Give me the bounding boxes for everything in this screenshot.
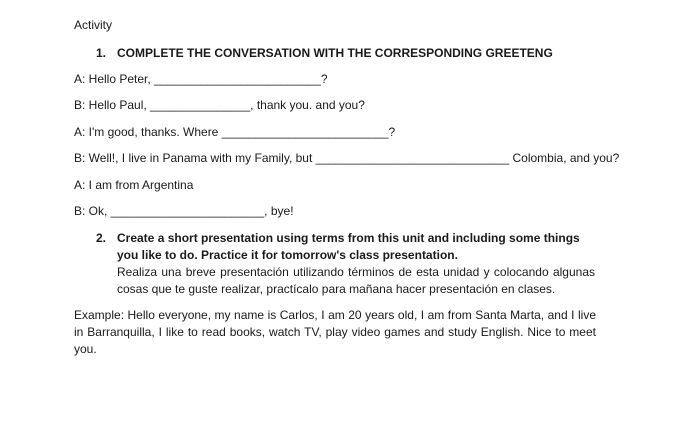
conversation-line-3: A: I'm good, thanks. Where _________________________? — [74, 125, 396, 139]
question-2-translation: Realiza una breve presentación utilizando términos de esta unidad y colocando algunas cosas que te guste realizar, practícalo para mañana hacer presentación en clases. — [117, 265, 595, 296]
question-1-number: 1. — [96, 46, 107, 60]
activity-heading: Activity — [74, 18, 113, 32]
conversation-line-1: A: Hello Peter, _________________________? — [74, 72, 328, 86]
conversation-line-5: A: I am from Argentina — [74, 178, 194, 192]
question-2-title: Create a short presentation using terms from this unit and including some things you like to do. Practice it for tomorrow's class presentation. — [117, 231, 580, 262]
question-1-title: COMPLETE THE CONVERSATION WITH THE CORRESPONDING GREETENG — [117, 46, 553, 60]
conversation-line-4: B: Well!, I live in Panama with my Family, but _____________________________ Colombia, and you? — [74, 151, 620, 165]
conversation-line-2: B: Hello Paul, _______________, thank you. and you? — [74, 98, 365, 112]
question-2-number: 2. — [96, 231, 107, 245]
conversation-line-6: B: Ok, _______________________, bye! — [74, 204, 294, 218]
example-paragraph: Example: Hello everyone, my name is Carlos, I am 20 years old, I am from Santa Marta, and I live in Barranquilla, I like to read books, watch TV, play video games and study English. Nice to meet you. — [74, 308, 596, 356]
